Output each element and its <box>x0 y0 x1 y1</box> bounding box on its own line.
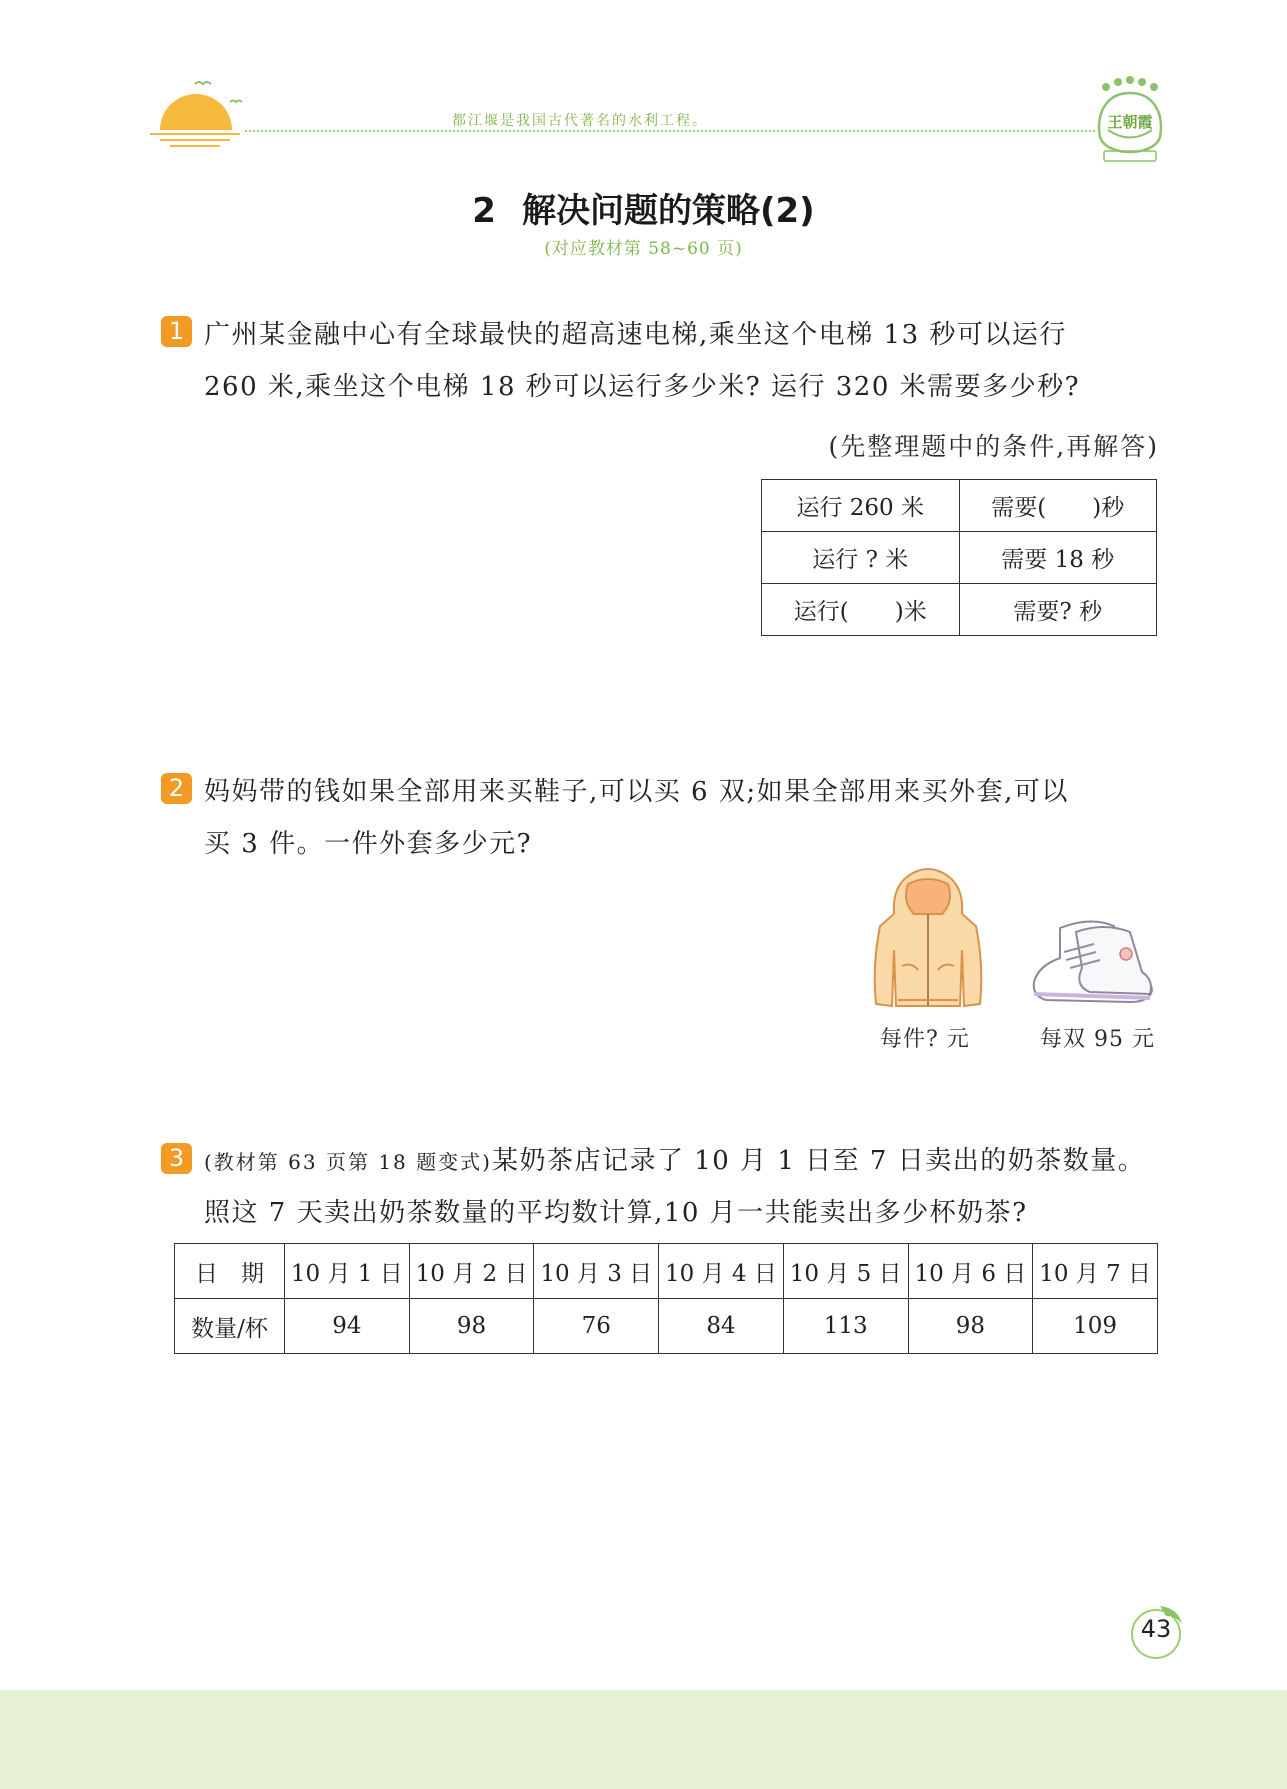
table-row <box>762 584 1157 636</box>
table-row <box>762 532 1157 584</box>
textbook-reference: (对应教材第 58~60 页) <box>544 239 743 259</box>
table-cell: 98 <box>908 1299 1033 1354</box>
problem-3-line-1 <box>204 1140 1145 1177</box>
lesson-title-text: 解决问题的策略(2) <box>521 191 815 231</box>
table-cell: 数量/杯 <box>175 1299 285 1354</box>
header-dotted-line <box>245 130 1095 132</box>
problem-3-line-2: 照这 7 天卖出奶茶数量的平均数计算,10 月一共能卖出多少杯奶茶? <box>204 1198 1028 1228</box>
milk-tea-sales-table <box>174 1243 1158 1354</box>
table-cell: 76 <box>534 1299 659 1354</box>
jacket-price-label: 每件? 元 <box>880 1027 970 1052</box>
table-cell: 84 <box>659 1299 784 1354</box>
problem-1-line-1: 广州某金融中心有全球最快的超高速电梯,乘坐这个电梯 13 秒可以运行 <box>204 320 1067 350</box>
table-cell: 运行 ? 米 <box>762 532 960 584</box>
jacket-icon <box>868 866 988 1012</box>
problem-3-badge: 3 <box>161 1143 192 1174</box>
lesson-title <box>0 183 1287 232</box>
sneakers-icon <box>1030 908 1154 1014</box>
table-cell: 运行 260 米 <box>762 480 960 532</box>
table-row <box>175 1299 1158 1354</box>
table-cell: 98 <box>409 1299 534 1354</box>
problem-2-badge: 2 <box>161 773 192 804</box>
table-cell: 113 <box>783 1299 908 1354</box>
problem-1-line-2: 260 米,乘坐这个电梯 18 秒可以运行多少米? 运行 320 米需要多少秒? <box>204 372 1081 402</box>
shoes-price-label: 每双 95 元 <box>1040 1027 1155 1052</box>
table-header-cell: 10 月 1 日 <box>285 1244 410 1299</box>
problem-1-badge: 1 <box>161 316 192 347</box>
table-cell: 需要? 秒 <box>959 584 1157 636</box>
brand-logo-text: 王朝霞 <box>1107 113 1153 131</box>
problem-3-textbook-ref: (教材第 63 页第 18 题变式) <box>204 1150 492 1174</box>
table-header-cell: 10 月 6 日 <box>908 1244 1033 1299</box>
problem-2-line-2: 买 3 件。一件外套多少元? <box>204 829 533 859</box>
problem-1-hint: (先整理题中的条件,再解答) <box>828 432 1159 461</box>
problem-3-line-1-text: 某奶茶店记录了 10 月 1 日至 7 日卖出的奶茶数量。 <box>491 1146 1146 1176</box>
table-cell: 94 <box>285 1299 410 1354</box>
table-header-cell: 10 月 2 日 <box>409 1244 534 1299</box>
footer-band <box>0 1690 1287 1789</box>
sunset-icon <box>150 72 250 152</box>
lesson-number: 2 <box>472 191 496 231</box>
table-cell: 需要 18 秒 <box>959 532 1157 584</box>
table-cell: 109 <box>1033 1299 1158 1354</box>
table-header-cell: 10 月 7 日 <box>1033 1244 1158 1299</box>
brand-logo-icon <box>1090 75 1170 167</box>
problem-2-line-1: 妈妈带的钱如果全部用来买鞋子,可以买 6 双;如果全部用来买外套,可以 <box>204 777 1069 807</box>
table-cell: 需要( )秒 <box>959 480 1157 532</box>
table-header-cell: 10 月 4 日 <box>659 1244 784 1299</box>
table-header-cell: 10 月 5 日 <box>783 1244 908 1299</box>
page-number: 43 <box>1140 1615 1172 1643</box>
table-row <box>175 1244 1158 1299</box>
table-header-cell: 日 期 <box>175 1244 285 1299</box>
table-header-cell: 10 月 3 日 <box>534 1244 659 1299</box>
problem-1-condition-table <box>761 479 1157 636</box>
header-slogan: 都江堰是我国古代著名的水利工程。 <box>452 113 708 129</box>
table-cell: 运行( )米 <box>762 584 960 636</box>
table-row <box>762 480 1157 532</box>
